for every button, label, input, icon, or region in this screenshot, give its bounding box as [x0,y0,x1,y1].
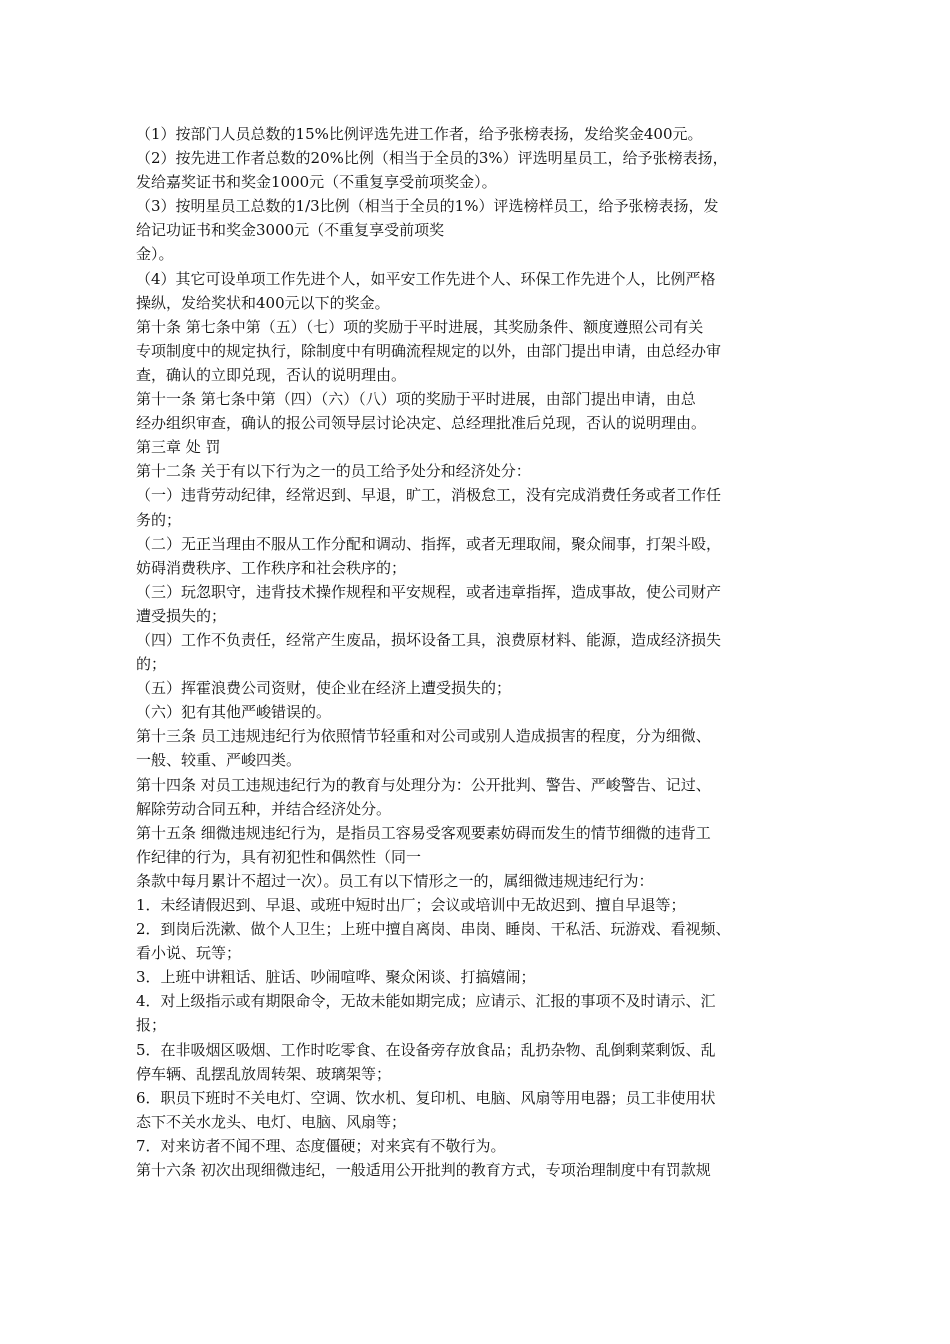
paragraph-line: （六）犯有其他严峻错误的。 [136,703,332,722]
paragraph-line: 妨碍消费秩序、工作秩序和社会秩序的； [136,558,407,577]
paragraph-line: 3．上班中讲粗话、脏话、吵闹喧哗、聚众闲谈、打搞嬉闹； [136,968,536,987]
document-page [136,122,820,1182]
paragraph-line: 第十三条 员工违规违纪行为依照情节轻重和对公司或别人造成损害的程度，分为细微、 [136,727,711,746]
paragraph-line: （四）工作不负责任，经常产生废品，损坏设备工具，浪费原材料、能源，造成经济损失 [136,630,722,649]
paragraph-line: 第十一条 第七条中第（四）（六）（八）项的奖励于平时进展，由部门提出申请，由总 [136,390,696,409]
paragraph-line: 解除劳动合同五种，并结合经济处分。 [136,799,392,818]
paragraph-line: 金）。 [136,245,174,264]
paragraph-line: 看小说、玩等； [136,944,242,963]
paragraph-line: 1．未经请假迟到、早退、或班中短时出厂；会议或培训中无故迟到、擅自早退等； [136,896,686,914]
paragraph-line: 给记功证书和奖金3000元（不重复享受前项奖 [136,221,445,240]
paragraph-line: 第十四条 对员工违规违纪行为的教育与处理分为：公开批判、警告、严峻警告、记过、 [136,775,711,794]
paragraph-line: 2．到岗后洗漱、做个人卫生；上班中擅自离岗、串岗、睡岗、干私活、玩游戏、看视频、 [136,920,731,939]
paragraph-line: 第十六条 初次出现细微违纪，一般适用公开批判的教育方式，专项治理制度中有罚款规 [136,1161,711,1180]
paragraph-line: 务的； [136,510,182,529]
paragraph-line: 条款中每月累计不超过一次）。员工有以下情形之一的，属细微违规违纪行为： [136,871,654,890]
chapter-heading: 第三章 处 罚 [136,438,221,457]
paragraph-line: 5．在非吸烟区吸烟、工作时吃零食、在设备旁存放食品；乱扔杂物、乱倒剩菜剩饭、乱 [136,1040,716,1059]
paragraph-line: 遭受损失的； [136,606,227,625]
paragraph-line: 的； [136,655,167,674]
paragraph-line: 报； [136,1016,167,1035]
paragraph-line: （4）其它可设单项工作先进个人，如平安工作先进个人、环保工作先进个人，比例严格 [136,269,716,288]
paragraph-line: （五）挥霍浪费公司资财，使企业在经济上遭受损失的； [136,679,512,698]
paragraph-line: 发给嘉奖证书和奖金1000元（不重复享受前项奖金）。 [136,173,497,192]
paragraph-line: 第十二条 关于有以下行为之一的员工给予处分和经济处分： [136,462,531,481]
paragraph-line: 经办组织审查，确认的报公司领导层讨论决定、总经理批准后兑现，否认的说明理由。 [136,414,707,433]
paragraph-line: 一般、较重、严峻四类。 [136,751,302,770]
paragraph-line: 第十条 第七条中第（五）（七）项的奖励于平时进展，其奖励条件、额度遵照公司有关 [136,317,704,336]
paragraph-line: （一）违背劳动纪律，经常迟到、早退，旷工，消极怠工，没有完成消费任务或者工作任 [136,486,722,505]
paragraph-line: 态下不关水龙头、电灯、电脑、风扇等； [136,1112,407,1131]
paragraph-line: （1）按部门人员总数的15%比例评选先进工作者，给予张榜表扬，发给奖金400元。 [136,125,703,143]
paragraph-line: 4．对上级指示或有期限命令，无故未能如期完成；应请示、汇报的事项不及时请示、汇 [136,992,716,1011]
paragraph-line: 查，确认的立即兑现，否认的说明理由。 [136,365,407,384]
paragraph-line: （三）玩忽职守，违背技术操作规程和平安规程，或者违章指挥，造成事故，使公司财产 [136,582,722,601]
paragraph-line: （2）按先进工作者总数的20%比例（相当于全员的3%）评选明星员工，给予张榜表扬， [136,149,728,168]
paragraph-line: 第十五条 细微违规违纪行为，是指员工容易受客观要素妨碍而发生的情节细微的违背工 [136,823,711,842]
paragraph-line: 作纪律的行为，具有初犯性和偶然性（同一 [136,847,422,866]
paragraph-line: 7．对来访者不闻不理、态度僵硬；对来宾有不敬行为。 [136,1136,506,1155]
paragraph-line: 停车辆、乱摆乱放周转架、玻璃架等； [136,1064,392,1083]
paragraph-line: 6．职员下班时不关电灯、空调、饮水机、复印机、电脑、风扇等用电器；员工非使用状 [136,1088,716,1107]
paragraph-line: （3）按明星员工总数的1/3比例（相当于全员的1%）评选榜样员工，给予张榜表扬，发 [136,197,719,216]
paragraph-line: 专项制度中的规定执行，除制度中有明确流程规定的以外，由部门提出申请，由总经办审 [136,341,722,360]
paragraph-line: 操纵，发给奖状和400元以下的奖金。 [136,293,390,312]
paragraph-line: （二）无正当理由不服从工作分配和调动、指挥，或者无理取闹，聚众闹事，打架斗殴， [136,534,722,553]
